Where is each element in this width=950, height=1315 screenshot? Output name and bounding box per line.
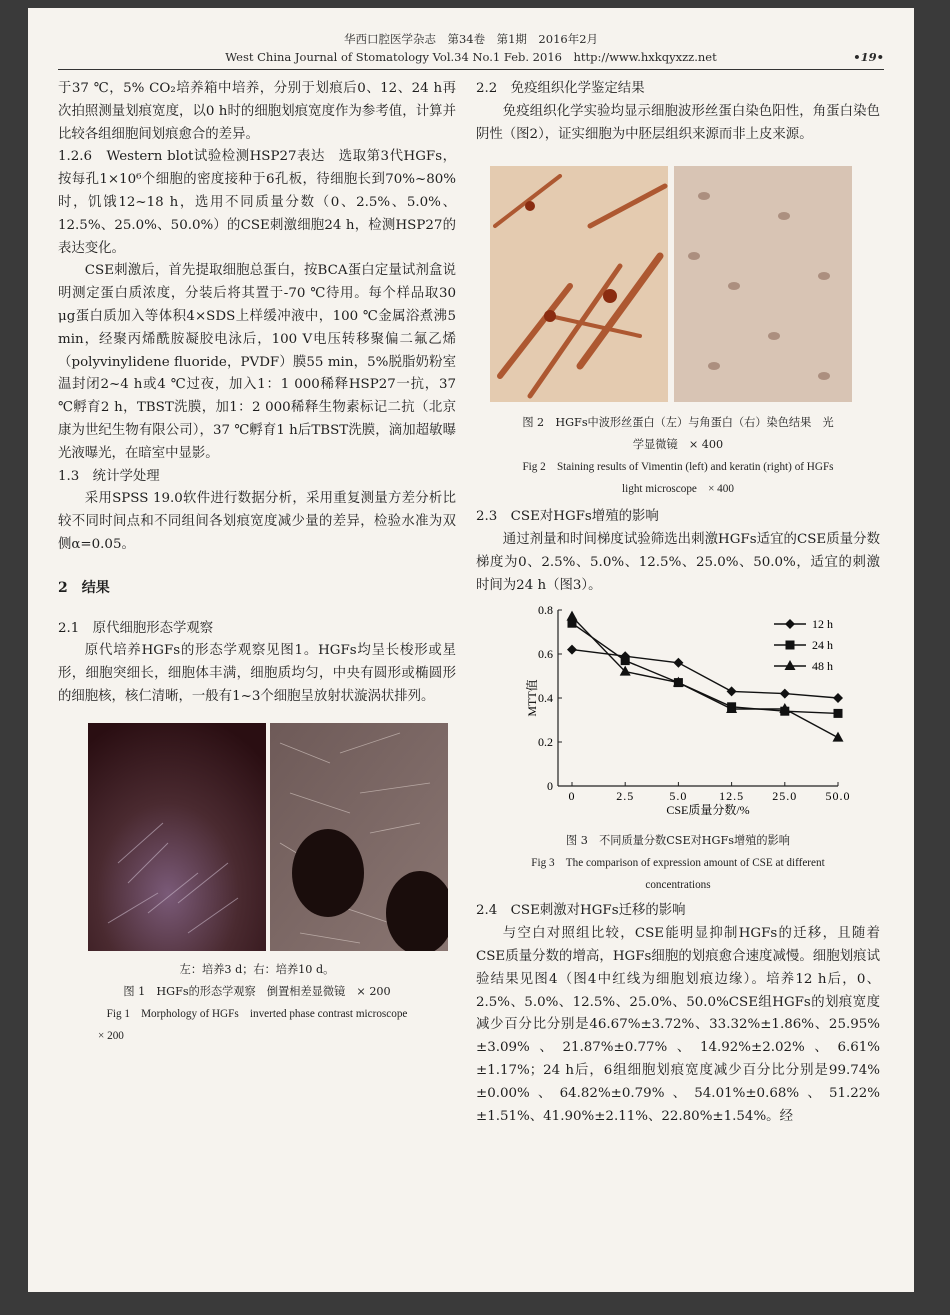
section-2-1-heading: 2.1 原代细胞形态学观察 bbox=[58, 620, 214, 636]
x-tick-label: 5.0 bbox=[669, 788, 688, 803]
running-header bbox=[28, 30, 914, 66]
header-cn: 华西口腔医学杂志 第34卷 第1期 2016年2月 bbox=[343, 32, 599, 46]
x-tick-label: 25.0 bbox=[772, 788, 798, 803]
section-2-2-heading: 2.2 免疫组织化学鉴定结果 bbox=[476, 81, 645, 96]
y-tick-label: 0.8 bbox=[538, 603, 553, 617]
y-tick-label: 0 bbox=[547, 778, 553, 793]
section-1-3-heading: 1.3 统计学处理 bbox=[58, 468, 160, 484]
section-2-3-heading: 2.3 CSE对HGFs增殖的影响 bbox=[476, 509, 659, 525]
paragraph: 于37 ℃，5% CO₂培养箱中培养，分别于划痕后0、12、24 h再次拍照测量划痕宽度，以0 h时的细胞划痕宽度作为参考值，计算并比较各组细胞间划痕愈合的差异。 bbox=[58, 81, 456, 142]
figure-1-caption-en-2: × 200 bbox=[98, 1029, 124, 1042]
paragraph: 通过剂量和时间梯度试验筛选出刺激HGFs适宜的CSE质量分数梯度为0、2.5%、5.0%、12.5%、25.0%、50.0%，适宜的刺激时间为24 h（图3）。 bbox=[476, 532, 880, 593]
mtt-line-chart bbox=[476, 604, 880, 822]
paragraph: 与空白对照组比较，CSE能明显抑制HGFs的迁移，且随着CSE质量分数的增高，HGFs细胞的划痕愈合速度减慢。细胞划痕试验结果见图4（图4中红线为细胞划痕边缘）。培养12 h后，0、2.5%、5.0%、12.5%、25.0%、50.0%CSE组HGFs的划痕宽度减少百分比分别是46.67%±3.72%、33.32%±1.86%、25.95%±3.09%、21.87%±0.77%、14.92%±2.02%、6.61%±1.17%；24 h后，6组细胞划痕宽度减少百分比分别是99.74%±0.00%、64.82%±0.79%、54.01%±0.68%、51.22%±1.51%、41.90%±2.11%、22.80%±1.54%。经 bbox=[476, 926, 880, 1124]
x-tick-label: 0 bbox=[568, 788, 576, 803]
series-line-24h bbox=[572, 623, 838, 713]
paragraph: 原代培养HGFs的形态学观察见图1。HGFs均呈长梭形或星形，细胞突细长，细胞体丰满，细胞质均匀，中央有圆形或椭圆形的细胞核，核仁清晰，一般有1~3个细胞呈放射状漩涡状排列。 bbox=[58, 643, 456, 704]
x-tick-label: 12.5 bbox=[719, 788, 745, 803]
figure-3-caption-en-2: concentrations bbox=[645, 879, 711, 892]
data-point bbox=[834, 708, 843, 717]
data-point bbox=[621, 656, 630, 665]
paragraph: 免疫组织化学实验均显示细胞波形丝蛋白染色阳性，角蛋白染色阴性（图2），证实细胞为中胚层组织来源而非上皮来源。 bbox=[476, 103, 880, 142]
figure-2-caption-en-2: light microscope × 400 bbox=[622, 483, 734, 496]
y-axis-label: MTT值 bbox=[525, 678, 539, 717]
figure-2-photos bbox=[476, 166, 880, 402]
y-tick-label: 0.2 bbox=[538, 734, 553, 749]
data-point bbox=[833, 693, 843, 703]
paragraph: CSE刺激后，首先提取细胞总蛋白，按BCA蛋白定量试剂盒说明测定蛋白质浓度，分装后将其置于-70 ℃待用。每个样品取30 μg蛋白质加入等体积4×SDS上样缓冲液中，100 ℃金属浴煮沸5 min，经聚丙烯酰胺凝胶电泳后，100 V电压转移聚偏二氟乙烯（polyvinylidene fluoride，PVDF）膜55 min，5%脱脂奶粉室温封闭2~4 h或4 ℃过夜，加入1：1 000稀释HSP27一抗，37 ℃孵育2 h，TBST洗膜，加1：2 000稀释生物素标记二抗（北京康为世纪生物有限公司），37 ℃孵育1 h后TBST洗膜，滴加超敏曝光液曝光，在暗室中显影。 bbox=[58, 263, 456, 461]
page-number: •19• bbox=[853, 50, 884, 64]
section-2-4-heading: 2.4 CSE刺激对HGFs迁移的影响 bbox=[476, 903, 686, 919]
figure-1-subcaption: 左：培养3 d；右：培养10 d。 bbox=[179, 962, 335, 976]
figure-2-left-image bbox=[490, 166, 668, 402]
x-axis-label: CSE质量分数/% bbox=[666, 802, 750, 817]
figure-2-caption-cn-2: 学显微镜 × 400 bbox=[632, 438, 724, 452]
legend-label: 48 h bbox=[812, 658, 833, 673]
legend-label: 12 h bbox=[812, 616, 833, 631]
x-tick-label: 50.0 bbox=[825, 788, 851, 803]
figure-1-caption-en: Fig 1 Morphology of HGFs inverted phase contrast microscope bbox=[106, 1007, 408, 1020]
right-column bbox=[476, 78, 880, 1128]
y-tick-label: 0.4 bbox=[538, 690, 553, 705]
figure-2-caption-en: Fig 2 Staining results of Vimentin (left) and keratin (right) of HGFs bbox=[522, 461, 834, 474]
paragraph: 采用SPSS 19.0软件进行数据分析，采用重复测量方差分析比较不同时间点和不同组间各划痕宽度减少量的差异，检验水准为双侧α=0.05。 bbox=[58, 491, 456, 552]
figure-2-caption-cn: 图 2 HGFs中波形丝蛋白（左）与角蛋白（右）染色结果 光 bbox=[522, 416, 834, 430]
data-point bbox=[833, 731, 844, 741]
data-point bbox=[567, 610, 578, 620]
data-point bbox=[780, 688, 790, 698]
legend-marker bbox=[785, 660, 796, 670]
figure-3-caption-en: Fig 3 The comparison of expression amount of CSE at different bbox=[531, 857, 825, 870]
header-en: West China Journal of Stomatology Vol.34 No.1 Feb. 2016 http://www.hxkqyxzz.net bbox=[225, 50, 717, 64]
figure-1-photos bbox=[58, 723, 456, 951]
header-rule bbox=[58, 69, 884, 70]
data-point bbox=[567, 644, 577, 654]
journal-page bbox=[28, 8, 914, 1292]
section-2-heading: 2 结果 bbox=[58, 579, 110, 596]
y-tick-label: 0.6 bbox=[538, 646, 553, 661]
figure-3-caption-cn: 图 3 不同质量分数CSE对HGFs增殖的影响 bbox=[566, 834, 790, 848]
data-point bbox=[673, 657, 683, 667]
figure-1-left-image bbox=[88, 723, 266, 951]
figure-2-right-image bbox=[674, 166, 852, 402]
x-tick-label: 2.5 bbox=[616, 788, 635, 803]
figure-3-chart bbox=[476, 604, 880, 831]
figure-1-caption-cn: 图 1 HGFs的形态学观察 倒置相差显微镜 × 200 bbox=[123, 984, 391, 998]
figure-1-right-image bbox=[270, 723, 448, 951]
data-point bbox=[727, 686, 737, 696]
legend-marker bbox=[785, 619, 795, 629]
legend-label: 24 h bbox=[812, 637, 833, 652]
left-column bbox=[58, 78, 456, 1047]
legend-marker bbox=[786, 640, 795, 649]
section-1-2-6: 1.2.6 Western blot试验检测HSP27表达 选取第3代HGFs，按每孔1×10⁶个细胞的密度接种于6孔板，待细胞长到70%~80%时，饥饿12~18 h，选用不同质量分数（0、2.5%、5.0%、12.5%、25.0%、50.0%）的CSE刺激细胞24 h，检测HSP27的表达变化。 bbox=[58, 149, 456, 256]
